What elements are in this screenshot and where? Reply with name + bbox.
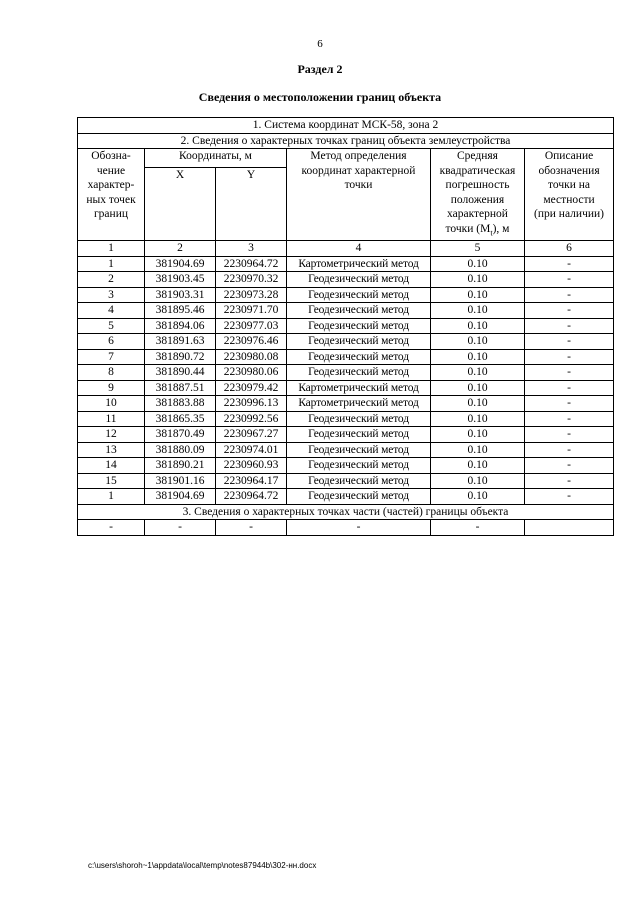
x-coordinate-cell: 381894.06	[145, 318, 216, 334]
error-cell: 0.10	[431, 396, 525, 412]
method-cell: Картометрический метод	[287, 396, 431, 412]
x-coordinate-cell: 381901.16	[145, 473, 216, 489]
column-number: 4	[287, 241, 431, 257]
description-cell: -	[525, 489, 614, 505]
point-cell: 1	[78, 489, 145, 505]
y-coordinate-cell: 2230980.08	[216, 349, 287, 365]
point-cell: 2	[78, 272, 145, 288]
header-y: Y	[216, 168, 287, 241]
table-row	[78, 473, 614, 489]
boundary-points-heading-cell: 2. Сведения о характерных точках границ объекта землеустройства	[78, 133, 614, 149]
method-cell: Геодезический метод	[287, 349, 431, 365]
point-cell: 6	[78, 334, 145, 350]
x-coordinate-cell: 381895.46	[145, 303, 216, 319]
x-coordinate-cell: 381903.45	[145, 272, 216, 288]
error-cell: 0.10	[431, 287, 525, 303]
header-x: X	[145, 168, 216, 241]
x-coordinate-cell: 381890.72	[145, 349, 216, 365]
y-coordinate-cell: 2230964.72	[216, 256, 287, 272]
table-row	[78, 458, 614, 474]
column-number: 6	[525, 241, 614, 257]
description-cell: -	[525, 411, 614, 427]
table-row	[78, 489, 614, 505]
table-row	[78, 380, 614, 396]
x-coordinate-cell: 381903.31	[145, 287, 216, 303]
table-row	[78, 365, 614, 381]
column-number: 3	[216, 241, 287, 257]
point-cell: 13	[78, 442, 145, 458]
error-cell: 0.10	[431, 256, 525, 272]
x-coordinate-cell: 381887.51	[145, 380, 216, 396]
table-row	[78, 427, 614, 443]
document-title: Сведения о местоположении границ объекта	[198, 90, 442, 104]
table-row	[78, 349, 614, 365]
x-coordinate-cell: 381880.09	[145, 442, 216, 458]
column-number: 2	[145, 241, 216, 257]
y-coordinate-cell: 2230992.56	[216, 411, 287, 427]
header-description: Описание обозначения точки на местности (при наличии)	[525, 149, 614, 241]
point-cell: 9	[78, 380, 145, 396]
page-number: 6	[317, 38, 323, 50]
header-designation: Обозна- чение характер- ных точек границ	[78, 149, 145, 241]
table-row	[78, 256, 614, 272]
column-number: 1	[78, 241, 145, 257]
error-cell: 0.10	[431, 380, 525, 396]
method-cell: Геодезический метод	[287, 458, 431, 474]
table-cell: -	[145, 520, 216, 536]
error-cell: 0.10	[431, 442, 525, 458]
error-cell: 0.10	[431, 411, 525, 427]
table-row	[78, 442, 614, 458]
table-row	[78, 318, 614, 334]
part-boundary-row	[78, 520, 614, 536]
point-cell: 10	[78, 396, 145, 412]
y-coordinate-cell: 2230979.42	[216, 380, 287, 396]
error-cell: 0.10	[431, 334, 525, 350]
method-cell: Геодезический метод	[287, 442, 431, 458]
point-cell: 14	[78, 458, 145, 474]
description-cell: -	[525, 287, 614, 303]
x-coordinate-cell: 381870.49	[145, 427, 216, 443]
y-coordinate-cell: 2230974.01	[216, 442, 287, 458]
x-coordinate-cell: 381883.88	[145, 396, 216, 412]
x-coordinate-cell: 381890.44	[145, 365, 216, 381]
point-cell: 5	[78, 318, 145, 334]
header-error: Средняя квадратическая погрешность положения характерной точки $(M_t)$, м	[431, 149, 525, 241]
method-cell: Геодезический метод	[287, 365, 431, 381]
point-cell: 7	[78, 349, 145, 365]
description-cell: -	[525, 256, 614, 272]
x-coordinate-cell: 381865.35	[145, 411, 216, 427]
y-coordinate-cell: 2230973.28	[216, 287, 287, 303]
description-cell: -	[525, 458, 614, 474]
x-coordinate-cell: 381891.63	[145, 334, 216, 350]
section-title: Раздел 2	[297, 62, 343, 76]
error-cell: 0.10	[431, 489, 525, 505]
description-cell: -	[525, 349, 614, 365]
y-coordinate-cell: 2230977.03	[216, 318, 287, 334]
description-cell: -	[525, 473, 614, 489]
point-cell: 1	[78, 256, 145, 272]
header-row	[78, 149, 614, 168]
method-cell: Геодезический метод	[287, 411, 431, 427]
error-cell: 0.10	[431, 318, 525, 334]
y-coordinate-cell: 2230964.72	[216, 489, 287, 505]
description-cell: -	[525, 272, 614, 288]
section-row-boundary-points	[78, 133, 614, 149]
point-cell: 11	[78, 411, 145, 427]
error-cell: 0.10	[431, 473, 525, 489]
table-row	[78, 287, 614, 303]
table-row	[78, 396, 614, 412]
x-coordinate-cell: 381904.69	[145, 489, 216, 505]
description-cell: -	[525, 365, 614, 381]
table-row	[78, 272, 614, 288]
y-coordinate-cell: 2230960.93	[216, 458, 287, 474]
header-method: Метод определения координат характерной точки	[287, 149, 431, 241]
part-boundary-heading-cell: 3. Сведения о характерных точках части (частей) границы объекта	[78, 504, 614, 520]
table-cell: -	[216, 520, 287, 536]
table-row	[78, 334, 614, 350]
description-cell: -	[525, 427, 614, 443]
point-cell: 15	[78, 473, 145, 489]
y-coordinate-cell: 2230964.17	[216, 473, 287, 489]
method-cell: Геодезический метод	[287, 318, 431, 334]
point-cell: 12	[78, 427, 145, 443]
method-cell: Картометрический метод	[287, 256, 431, 272]
error-cell: 0.10	[431, 458, 525, 474]
footer-file-path: c:\users\shoroh~1\appdata\local\temp\notes87944b\302-нн.docx	[88, 861, 317, 870]
boundary-points-table	[77, 117, 614, 536]
y-coordinate-cell: 2230967.27	[216, 427, 287, 443]
y-coordinate-cell: 2230976.46	[216, 334, 287, 350]
y-coordinate-cell: 2230980.06	[216, 365, 287, 381]
coordinate-system-cell: 1. Система координат МСК-58, зона 2	[78, 118, 614, 134]
description-cell: -	[525, 303, 614, 319]
point-cell: 3	[78, 287, 145, 303]
section-row-part-boundary	[78, 504, 614, 520]
table-cell: -	[287, 520, 431, 536]
method-cell: Геодезический метод	[287, 334, 431, 350]
error-cell: 0.10	[431, 303, 525, 319]
description-cell: -	[525, 334, 614, 350]
y-coordinate-cell: 2230971.70	[216, 303, 287, 319]
method-cell: Геодезический метод	[287, 489, 431, 505]
point-cell: 4	[78, 303, 145, 319]
x-coordinate-cell: 381904.69	[145, 256, 216, 272]
table-cell	[525, 520, 614, 536]
method-cell: Геодезический метод	[287, 473, 431, 489]
method-cell: Геодезический метод	[287, 287, 431, 303]
x-coordinate-cell: 381890.21	[145, 458, 216, 474]
method-cell: Геодезический метод	[287, 303, 431, 319]
column-number: 5	[431, 241, 525, 257]
y-coordinate-cell: 2230970.32	[216, 272, 287, 288]
error-cell: 0.10	[431, 427, 525, 443]
method-cell: Картометрический метод	[287, 380, 431, 396]
section-row-coordinate-system	[78, 118, 614, 134]
description-cell: -	[525, 318, 614, 334]
column-numbers-row	[78, 241, 614, 257]
error-cell: 0.10	[431, 272, 525, 288]
description-cell: -	[525, 442, 614, 458]
table-cell: -	[78, 520, 145, 536]
error-cell: 0.10	[431, 365, 525, 381]
table-cell: -	[431, 520, 525, 536]
description-cell: -	[525, 396, 614, 412]
method-cell: Геодезический метод	[287, 427, 431, 443]
description-cell: -	[525, 380, 614, 396]
point-cell: 8	[78, 365, 145, 381]
table-row	[78, 303, 614, 319]
error-cell: 0.10	[431, 349, 525, 365]
header-coordinates: Координаты, м	[145, 149, 287, 168]
table-row	[78, 411, 614, 427]
y-coordinate-cell: 2230996.13	[216, 396, 287, 412]
method-cell: Геодезический метод	[287, 272, 431, 288]
